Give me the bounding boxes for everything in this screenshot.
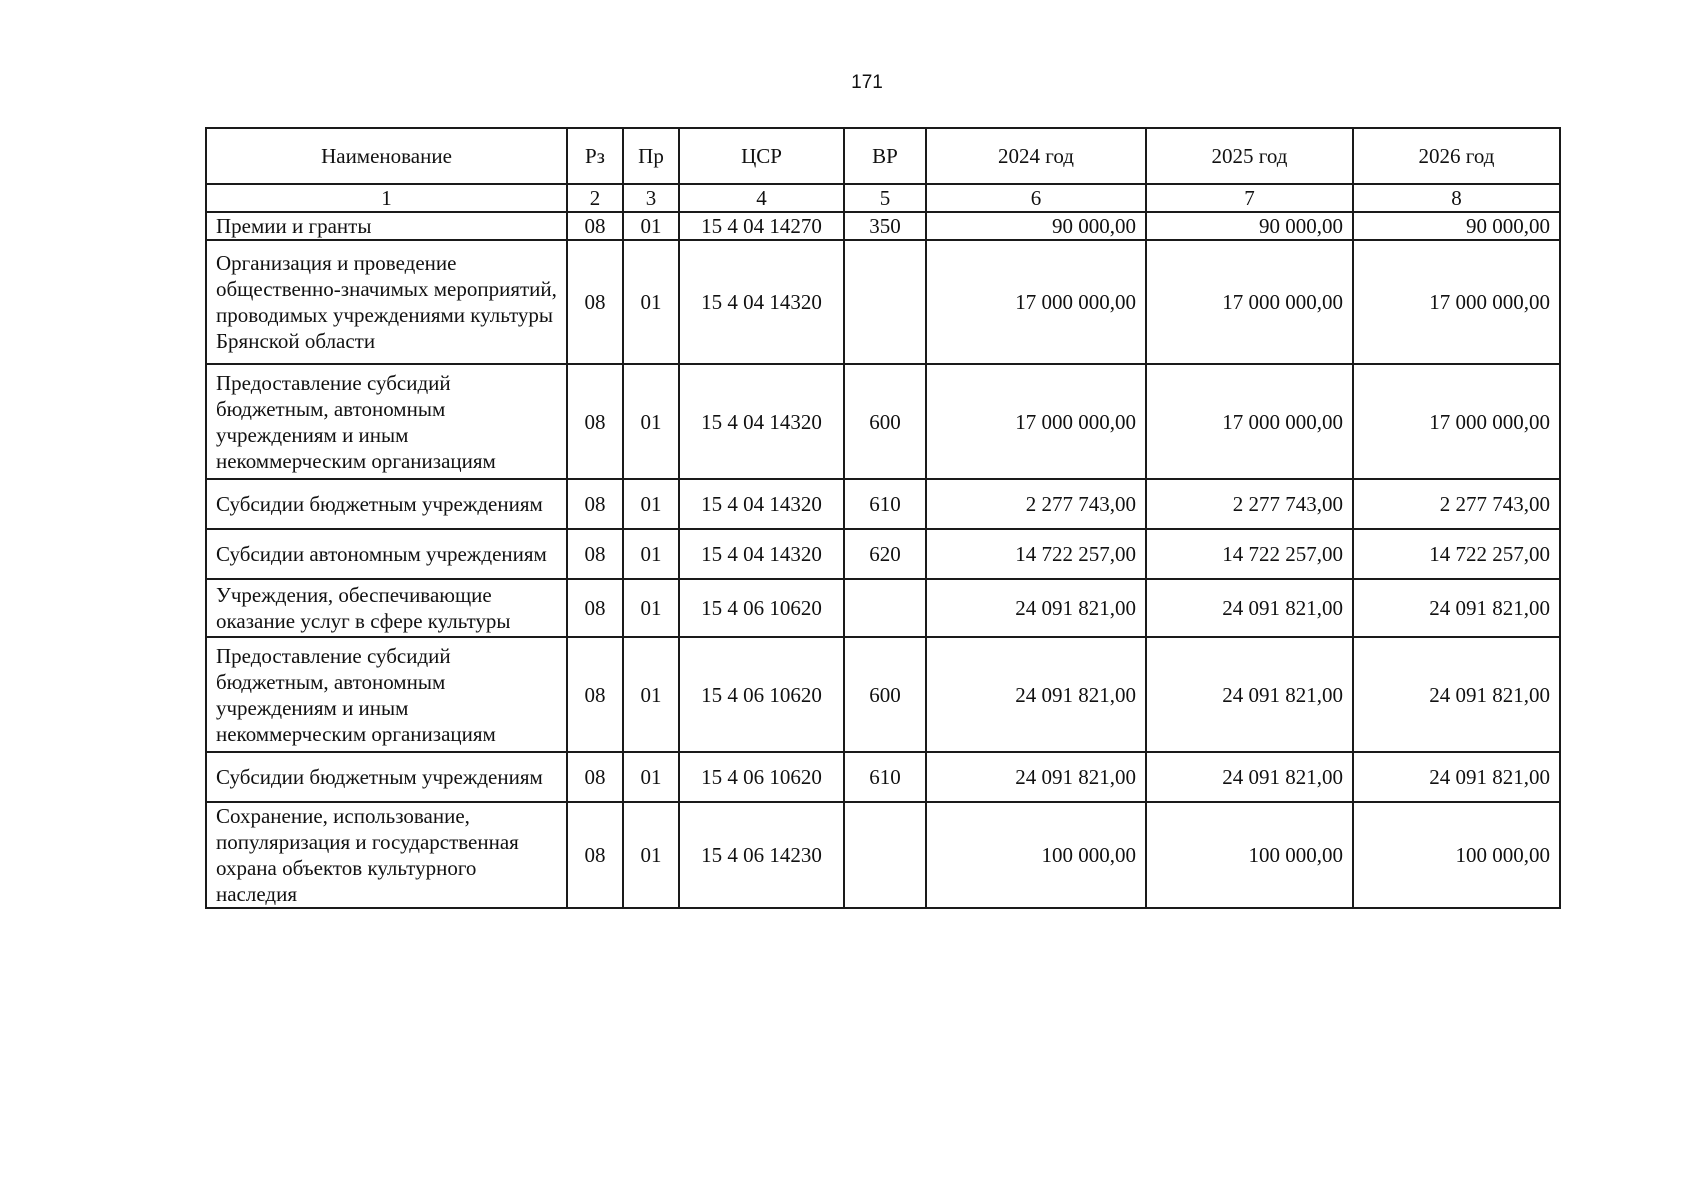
row-rz: 08 xyxy=(567,212,623,240)
table-row xyxy=(206,529,1560,579)
row-pr: 01 xyxy=(623,637,679,752)
row-csr: 15 4 04 14320 xyxy=(679,479,844,529)
row-csr: 15 4 06 14230 xyxy=(679,802,844,908)
row-rz: 08 xyxy=(567,364,623,479)
header-2024: 2024 год xyxy=(926,128,1146,184)
row-vr xyxy=(844,802,926,908)
row-name: Организация и проведение общественно-значимых мероприятий, проводимых учреждениями культуры Брянской области xyxy=(206,240,567,364)
row-vr: 600 xyxy=(844,364,926,479)
row-pr: 01 xyxy=(623,529,679,579)
row-name: Субсидии бюджетным учреждениям xyxy=(206,752,567,802)
row-pr: 01 xyxy=(623,212,679,240)
column-number: 1 xyxy=(206,184,567,212)
table-row xyxy=(206,637,1560,752)
row-amount-2025: 100 000,00 xyxy=(1146,802,1353,908)
row-csr: 15 4 04 14320 xyxy=(679,240,844,364)
row-vr: 610 xyxy=(844,752,926,802)
row-amount-2025: 14 722 257,00 xyxy=(1146,529,1353,579)
row-rz: 08 xyxy=(567,752,623,802)
row-pr: 01 xyxy=(623,752,679,802)
header-name: Наименование xyxy=(206,128,567,184)
column-number: 5 xyxy=(844,184,926,212)
header-row xyxy=(206,128,1560,184)
row-name: Сохранение, использование, популяризация и государственная охрана объектов культурного наследия xyxy=(206,802,567,908)
row-amount-2025: 90 000,00 xyxy=(1146,212,1353,240)
row-name: Предоставление субсидий бюджетным, автономным учреждениям и иным некоммерческим организациям xyxy=(206,364,567,479)
row-csr: 15 4 04 14270 xyxy=(679,212,844,240)
row-rz: 08 xyxy=(567,637,623,752)
row-csr: 15 4 06 10620 xyxy=(679,637,844,752)
column-number: 8 xyxy=(1353,184,1560,212)
table-row xyxy=(206,364,1560,479)
row-amount-2024: 24 091 821,00 xyxy=(926,752,1146,802)
row-amount-2024: 100 000,00 xyxy=(926,802,1146,908)
row-pr: 01 xyxy=(623,240,679,364)
column-number-row xyxy=(206,184,1560,212)
row-amount-2025: 24 091 821,00 xyxy=(1146,752,1353,802)
row-csr: 15 4 04 14320 xyxy=(679,529,844,579)
row-name: Субсидии автономным учреждениям xyxy=(206,529,567,579)
row-amount-2026: 14 722 257,00 xyxy=(1353,529,1560,579)
row-csr: 15 4 06 10620 xyxy=(679,579,844,637)
budget-table xyxy=(205,127,1561,909)
row-pr: 01 xyxy=(623,364,679,479)
row-csr: 15 4 04 14320 xyxy=(679,364,844,479)
row-amount-2025: 24 091 821,00 xyxy=(1146,637,1353,752)
row-amount-2024: 17 000 000,00 xyxy=(926,240,1146,364)
row-amount-2025: 17 000 000,00 xyxy=(1146,364,1353,479)
row-amount-2026: 24 091 821,00 xyxy=(1353,637,1560,752)
row-amount-2026: 24 091 821,00 xyxy=(1353,579,1560,637)
row-amount-2024: 24 091 821,00 xyxy=(926,579,1146,637)
header-pr: Пр xyxy=(623,128,679,184)
row-amount-2024: 14 722 257,00 xyxy=(926,529,1146,579)
row-rz: 08 xyxy=(567,802,623,908)
table-row xyxy=(206,212,1560,240)
table-row xyxy=(206,579,1560,637)
row-amount-2026: 17 000 000,00 xyxy=(1353,240,1560,364)
column-number: 3 xyxy=(623,184,679,212)
row-name: Премии и гранты xyxy=(206,212,567,240)
row-amount-2026: 90 000,00 xyxy=(1353,212,1560,240)
row-rz: 08 xyxy=(567,579,623,637)
column-number: 6 xyxy=(926,184,1146,212)
row-amount-2025: 17 000 000,00 xyxy=(1146,240,1353,364)
row-rz: 08 xyxy=(567,240,623,364)
row-amount-2024: 17 000 000,00 xyxy=(926,364,1146,479)
header-2025: 2025 год xyxy=(1146,128,1353,184)
header-csr: ЦСР xyxy=(679,128,844,184)
row-amount-2025: 2 277 743,00 xyxy=(1146,479,1353,529)
header-vr: ВР xyxy=(844,128,926,184)
header-rz: Рз xyxy=(567,128,623,184)
table-row xyxy=(206,240,1560,364)
table-row xyxy=(206,752,1560,802)
row-pr: 01 xyxy=(623,579,679,637)
row-vr xyxy=(844,579,926,637)
page-number: 171 xyxy=(851,72,883,93)
table-row xyxy=(206,479,1560,529)
row-amount-2024: 2 277 743,00 xyxy=(926,479,1146,529)
row-name: Предоставление субсидий бюджетным, автономным учреждениям и иным некоммерческим организациям xyxy=(206,637,567,752)
row-pr: 01 xyxy=(623,802,679,908)
row-amount-2024: 90 000,00 xyxy=(926,212,1146,240)
row-amount-2024: 24 091 821,00 xyxy=(926,637,1146,752)
column-number: 7 xyxy=(1146,184,1353,212)
row-rz: 08 xyxy=(567,529,623,579)
table-row xyxy=(206,802,1560,908)
column-number: 4 xyxy=(679,184,844,212)
header-2026: 2026 год xyxy=(1353,128,1560,184)
row-vr: 620 xyxy=(844,529,926,579)
row-rz: 08 xyxy=(567,479,623,529)
row-amount-2026: 2 277 743,00 xyxy=(1353,479,1560,529)
row-name: Субсидии бюджетным учреждениям xyxy=(206,479,567,529)
row-amount-2025: 24 091 821,00 xyxy=(1146,579,1353,637)
row-vr xyxy=(844,240,926,364)
row-amount-2026: 24 091 821,00 xyxy=(1353,752,1560,802)
row-vr: 350 xyxy=(844,212,926,240)
column-number: 2 xyxy=(567,184,623,212)
row-name: Учреждения, обеспечивающие оказание услуг в сфере культуры xyxy=(206,579,567,637)
row-csr: 15 4 06 10620 xyxy=(679,752,844,802)
row-pr: 01 xyxy=(623,479,679,529)
row-amount-2026: 17 000 000,00 xyxy=(1353,364,1560,479)
row-vr: 600 xyxy=(844,637,926,752)
row-amount-2026: 100 000,00 xyxy=(1353,802,1560,908)
row-vr: 610 xyxy=(844,479,926,529)
